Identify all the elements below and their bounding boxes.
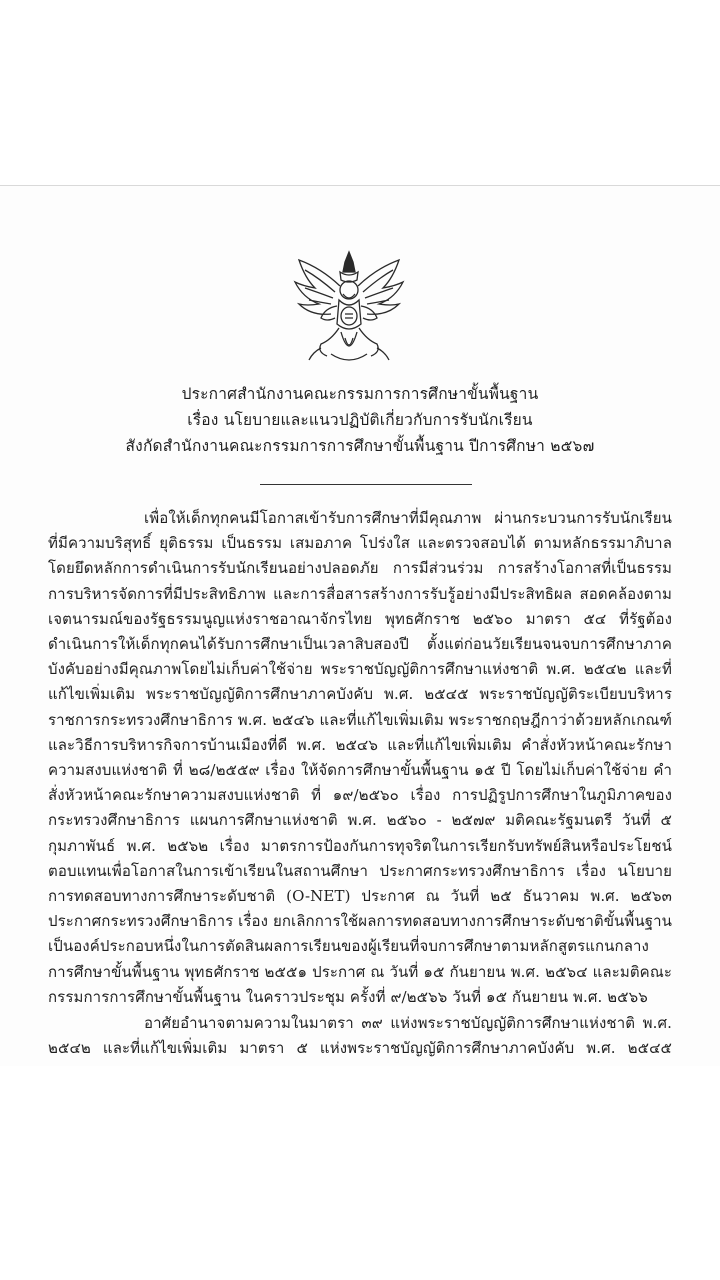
heading-line-1: ประกาศสำนักงานคณะกรรมการการศึกษาขั้นพื้นฐาน (181, 385, 539, 403)
paragraph-2-text: อาศัยอำนาจตามความในมาตรา ๓๙ แห่งพระราชบัญญัติการศึกษาแห่งชาติ พ.ศ. ๒๕๔๒ และที่แก้ไขเพิ่มเติม มาตรา ๕ แห่งพระราชบัญญัติการศึกษาภาคบังคับ พ.ศ. ๒๕๔๕ (48, 1014, 672, 1058)
body-paragraph-1 (48, 506, 672, 1010)
heading-line-3: สังกัดสำนักงานคณะกรรมการการศึกษาขั้นพื้นฐาน ปีการศึกษา ๒๕๖๗ (125, 437, 595, 455)
document-page (0, 186, 720, 1066)
garuda-emblem-icon (291, 248, 407, 366)
heading-underline (260, 484, 472, 485)
bottom-blank-area (0, 1066, 720, 1280)
paragraph-1-text: เพื่อให้เด็กทุกคนมีโอกาสเข้ารับการศึกษาที่มีคุณภาพ ผ่านกระบวนการรับนักเรียนที่มีความบริสุทธิ์ ยุติธรรม เป็นธรรม เสมอภาค โปร่งใส และตรวจสอบได้ ตามหลักธรรมาภิบาล โดยยึดหลักการดำเนินการรับนักเรียนอย่างปลอดภัย การมีส่วนร่วม การสร้างโอกาสที่เป็นธรรม การบริหารจัดการที่มีประสิทธิภาพ และการสื่อสารสร้างการรับรู้อย่างมีประสิทธิผล สอดคล้องตามเจตนารมณ์ของรัฐธรรมนูญแห่งราชอาณาจักรไทย พุทธศักราช ๒๕๖๐ มาตรา ๕๔ ที่รัฐต้องดำเนินการให้เด็กทุกคนได้รับการศึกษาเป็นเวลาสิบสองปี ตั้งแต่ก่อนวัยเรียนจนจบการศึกษาภาคบังคับอย่างมีคุณภาพโดยไม่เก็บค่าใช้จ่าย พระราชบัญญัติการศึกษาแห่งชาติ พ.ศ. ๒๕๔๒ และที่แก้ไขเพิ่มเติม พระราชบัญญัติการศึกษาภาคบังคับ พ.ศ. ๒๕๔๕ พระราชบัญญัติระเบียบบริหารราชการกระทรวงศึกษาธิการ พ.ศ. ๒๕๔๖ และที่แก้ไขเพิ่มเติม พระราชกฤษฎีกาว่าด้วยหลักเกณฑ์และวิธีการบริหารกิจการบ้านเมืองที่ดี พ.ศ. ๒๕๔๖ และที่แก้ไขเพิ่มเติม คำสั่งหัวหน้าคณะรักษาความสงบแห่งชาติ ที่ ๒๘/๒๕๕๙ เรื่อง ให้จัดการศึกษาขั้นพื้นฐาน ๑๕ ปี โดยไม่เก็บค่าใช้จ่าย คำสั่งหัวหน้าคณะรักษาความสงบแห่งชาติ ที่ ๑๙/๒๕๖๐ เรื่อง การปฏิรูปการศึกษาในภูมิภาคของกระทรวงศึกษาธิการ แผนการศึกษาแห่งชาติ พ.ศ. ๒๕๖๐ - ๒๕๗๙ มติคณะรัฐมนตรี วันที่ ๕ กุมภาพันธ์ พ.ศ. ๒๕๖๒ เรื่อง มาตรการป้องกันการทุจริตในการเรียกรับทรัพย์สินหรือประโยชน์ตอบแทนเพื่อโอกาสในการเข้าเรียนในสถานศึกษา ประกาศกระทรวงศึกษาธิการ เรื่อง นโยบายการทดสอบทางการศึกษาระดับชาติ (O-NET) ประกาศ ณ วันที่ ๒๕ ธันวาคม พ.ศ. ๒๕๖๓ ประกาศกระทรวงศึกษาธิการ เรื่อง ยกเลิกการใช้ผลการทดสอบทางการศึกษาระดับชาติขั้นพื้นฐานเป็นองค์ประกอบหนึ่งในการตัดสินผลการเรียนของผู้เรียนที่จบการศึกษาตามหลักสูตรแกนกลางการศึกษาขั้นพื้นฐาน พุทธศักราช ๒๕๕๑ ประกาศ ณ วันที่ ๑๕ กันยายน พ.ศ. ๒๕๖๔ และมติคณะกรรมการการศึกษาขั้นพื้นฐาน ในคราวประชุม ครั้งที่ ๙/๒๕๖๖ วันที่ ๑๕ กันยายน พ.ศ. ๒๕๖๖ (48, 509, 672, 1006)
heading-line-2: เรื่อง นโยบายและแนวปฏิบัติเกี่ยวกับการรับนักเรียน (187, 411, 533, 429)
top-blank-area (0, 0, 720, 185)
